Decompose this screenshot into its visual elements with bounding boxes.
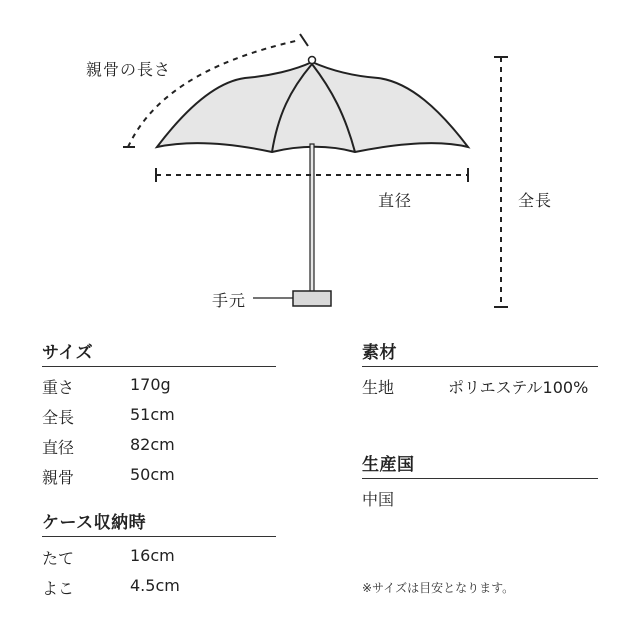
diameter-label: 直径 <box>378 191 413 210</box>
umbrella-shaft <box>310 144 314 292</box>
case-row-key: たて <box>42 549 75 568</box>
umbrella-canopy <box>157 62 468 152</box>
case-row-key: よこ <box>42 579 75 598</box>
case-section-divider <box>42 536 276 537</box>
size-row-value: 51cm <box>130 405 175 424</box>
size-row-key: 重さ <box>42 378 75 397</box>
origin-section-title: 生産国 <box>362 455 415 475</box>
size-row-key: 親骨 <box>42 468 75 487</box>
umbrella-handle <box>293 291 331 306</box>
material-row-key: 生地 <box>362 378 395 397</box>
rib-length-label: 親骨の長さ <box>86 60 172 79</box>
size-row-value: 82cm <box>130 435 175 454</box>
size-row-key: 全長 <box>42 408 75 427</box>
material-section-title: 素材 <box>362 343 397 363</box>
size-section-title: サイズ <box>42 343 94 363</box>
size-disclaimer-note: ※サイズは目安となります。 <box>362 581 515 595</box>
total-length-label: 全長 <box>518 191 553 210</box>
case-row-value: 16cm <box>130 546 175 565</box>
size-row-key: 直径 <box>42 438 75 457</box>
handle-label: 手元 <box>212 291 247 310</box>
size-section-divider <box>42 366 276 367</box>
origin-row-key: 中国 <box>362 490 395 509</box>
size-row-value: 170g <box>130 375 171 394</box>
umbrella-tip <box>309 57 316 64</box>
origin-section-divider <box>362 478 598 479</box>
case-row-value: 4.5cm <box>130 576 180 595</box>
size-row-value: 50cm <box>130 465 175 484</box>
material-row-value: ポリエステル100% <box>448 378 589 397</box>
case-section-title: ケース収納時 <box>42 513 147 533</box>
material-section-divider <box>362 366 598 367</box>
